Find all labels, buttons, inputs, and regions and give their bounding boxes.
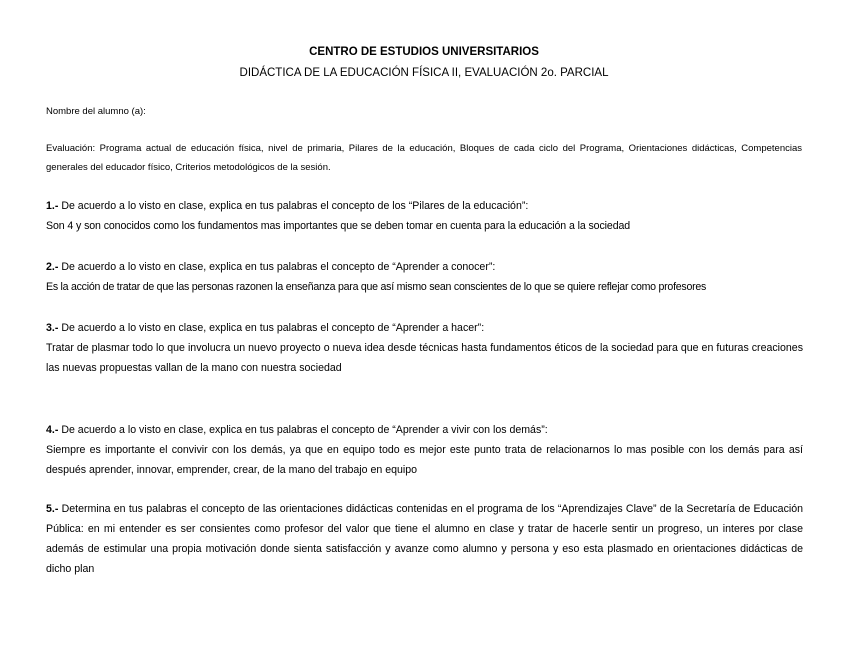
question-number: 2.-	[46, 261, 59, 273]
question-prompt	[46, 318, 803, 338]
question-number: 5.-	[46, 503, 59, 515]
question-2	[46, 257, 803, 297]
exam-subtitle: DIDÁCTICA DE LA EDUCACIÓN FÍSICA II, EVALUACIÓN 2o. PARCIAL	[239, 67, 609, 79]
question-text: Determina en tus palabras el concepto de las orientaciones didácticas contenidas en el programa de los “Aprendizajes Clave” de la Secretaría de Educación Pública:	[46, 503, 803, 535]
question-number: 4.-	[46, 424, 59, 436]
question-prompt	[46, 420, 803, 440]
question-prompt-and-answer	[46, 499, 803, 579]
question-answer: Siempre es importante el convivir con los demás, ya que en equipo todo es mejor este punto trata de relacionarnos lo mas posible con los demás para así después aprender, innovar, emprender, crear, de la mano del trabajo en equipo	[46, 444, 803, 476]
question-answer: Tratar de plasmar todo lo que involucra un nuevo proyecto o nueva idea desde técnicas hasta fundamentos éticos de la sociedad para que en futuras creaciones las nuevas propuestas vallan de la mano con nuestra sociedad	[46, 342, 803, 374]
question-number: 1.-	[46, 200, 59, 212]
question-text: De acuerdo a lo visto en clase, explica en tus palabras el concepto de los “Pilares de la educación”:	[58, 200, 529, 212]
question-answer: en mi entender es ser consientes como profesor del valor que tiene el alumno en clase y tratar de hacerle sentir un progreso, un interes por clase además de estimular una propia motivación donde sienta satisfacción y avanze como alumno y persona y eso esta plasmado en orientaciones didácticas de dicho plan	[46, 523, 803, 575]
institution-title: CENTRO DE ESTUDIOS UNIVERSITARIOS	[309, 46, 539, 58]
question-text: De acuerdo a lo visto en clase, explica en tus palabras el concepto de “Aprender a hacer”:	[58, 322, 485, 334]
question-1	[46, 196, 803, 236]
question-answer: Es la acción de tratar de que las personas razonen la enseñanza para que así mismo sean conscientes de lo que se quiere reflejar como profesores	[46, 281, 707, 293]
question-4	[46, 420, 803, 480]
evaluation-description: Evaluación: Programa actual de educación física, nivel de primaria, Pilares de la educación, Bloques de cada ciclo del Programa, Orientaciones didácticas, Competencias generales del educador físico, Criterios metodológicos de la sesión.	[46, 143, 802, 173]
question-3	[46, 318, 803, 378]
question-number: 3.-	[46, 322, 59, 334]
question-5	[46, 499, 803, 579]
student-name-label: Nombre del alumno (a):	[46, 106, 146, 117]
question-text: De acuerdo a lo visto en clase, explica en tus palabras el concepto de “Aprender a conocer”:	[58, 261, 496, 273]
question-text: De acuerdo a lo visto en clase, explica en tus palabras el concepto de “Aprender a vivir con los demás”:	[58, 424, 548, 436]
question-answer: Son 4 y son conocidos como los fundamentos mas importantes que se deben tomar en cuenta para la educación a la sociedad	[46, 220, 631, 232]
question-prompt	[46, 196, 803, 216]
question-prompt	[46, 257, 803, 277]
